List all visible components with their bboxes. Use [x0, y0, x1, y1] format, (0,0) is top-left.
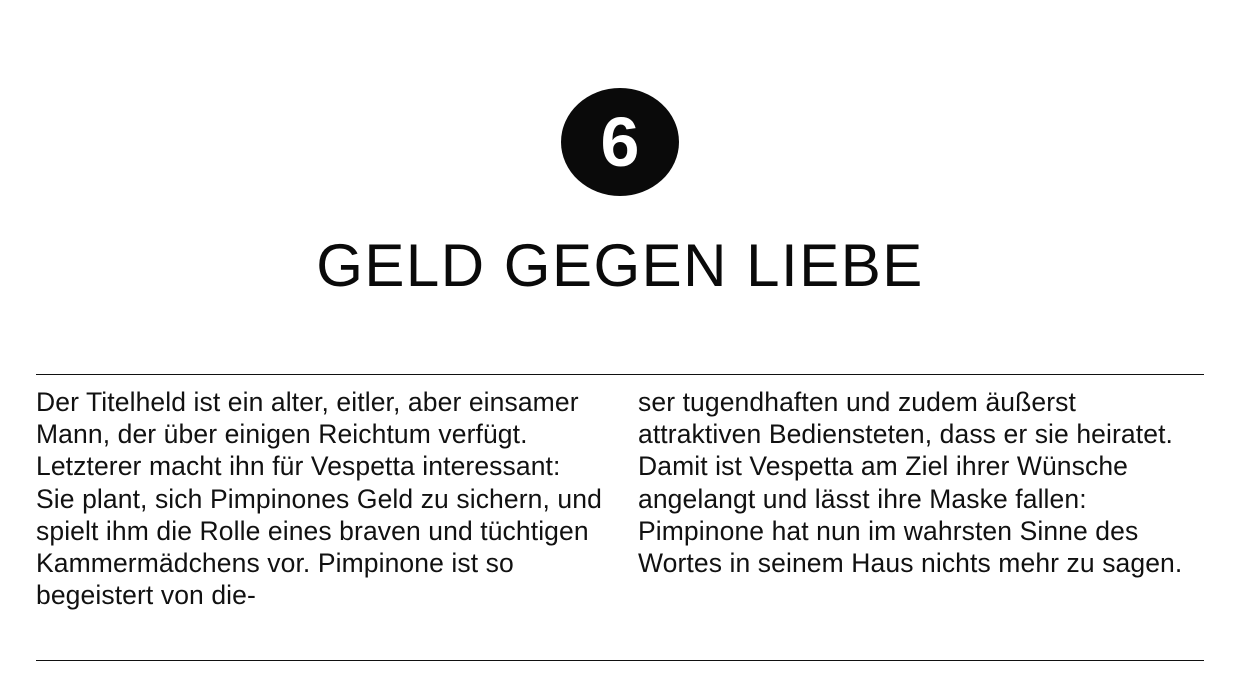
body-column-left [36, 386, 602, 611]
body-column-right [638, 386, 1204, 611]
divider-top [36, 374, 1204, 375]
divider-bottom [36, 660, 1204, 661]
chapter-number: 6 [600, 103, 640, 181]
body-text-right: ser tugendhaften und zudem äußerst attraktiven Bediensteten, dass er sie heiratet. Damit ist Vespetta am Ziel ihrer Wünsche angelangt und lässt ihre Maske fallen: Pimpinone hat nun im wahrsten Sinne des Wortes in seinem Haus nichts mehr zu sagen. [638, 387, 1183, 579]
body-columns [36, 386, 1204, 611]
page-title: GELD GEGEN LIEBE [316, 232, 924, 299]
body-text-left: Der Titelheld ist ein alter, eitler, aber einsamer Mann, der über einigen Reichtum verfügt. Letzterer macht ihn für Vespetta interessant: Sie plant, sich Pimpinones Geld zu sichern, und spielt ihm die Rolle eines braven und tüchtigen Kammermädchens vor. Pimpinone ist so begeistert von die- [36, 387, 602, 611]
chapter-badge-container [0, 0, 1240, 196]
chapter-number-badge [561, 88, 679, 196]
